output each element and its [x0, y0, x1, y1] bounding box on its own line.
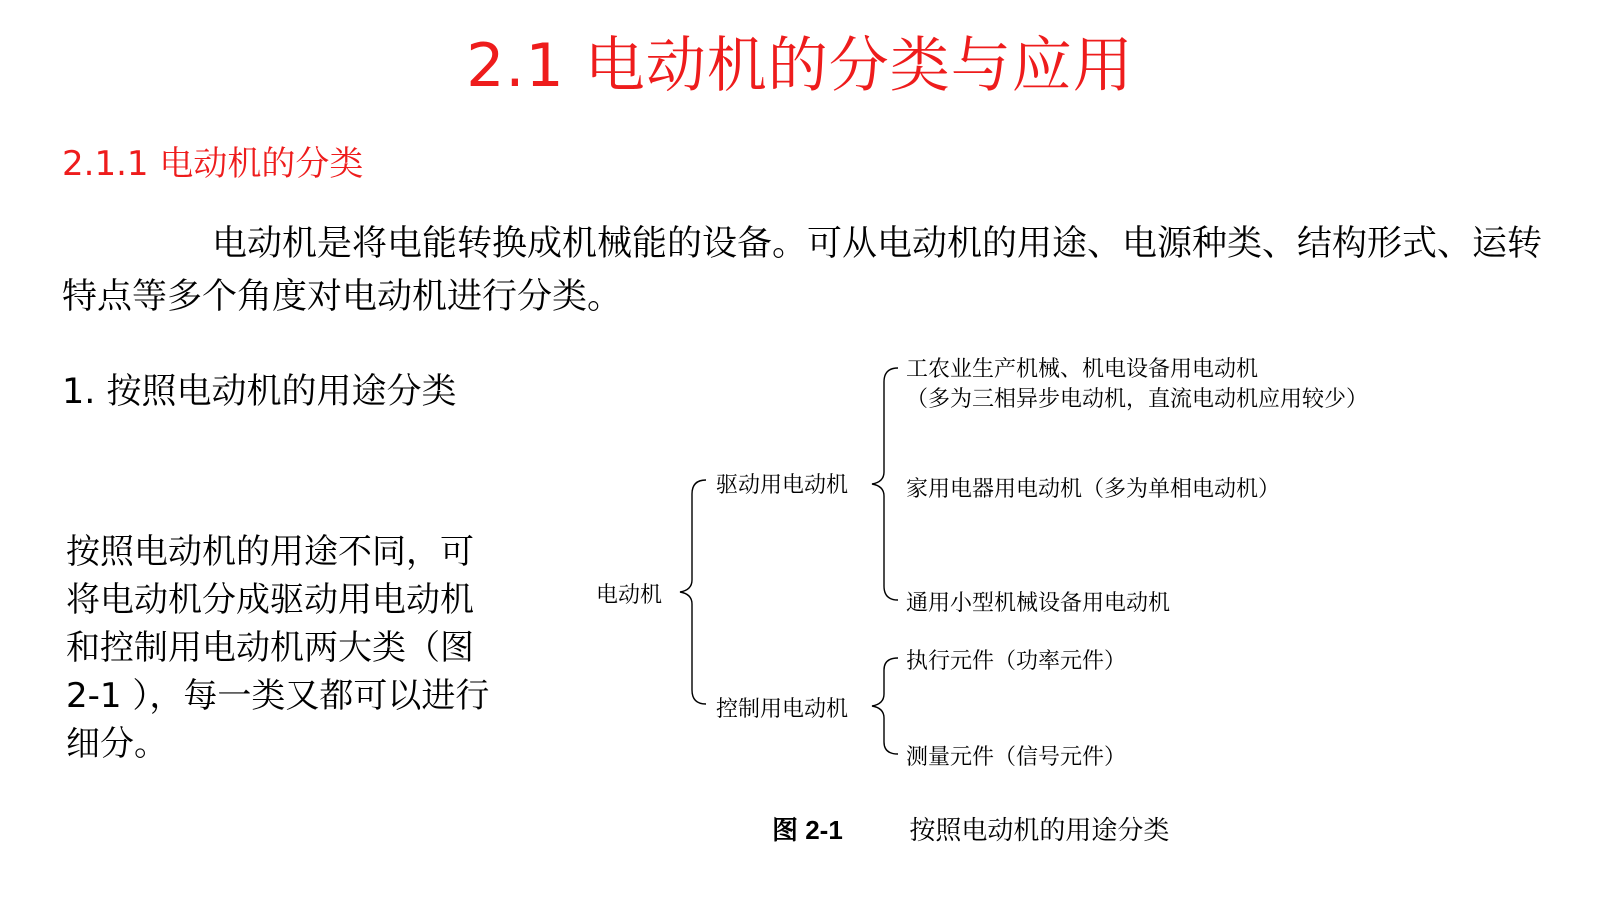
- root-brace: [680, 480, 706, 704]
- diagram-root-label: 电动机: [596, 583, 663, 608]
- section-subtitle: 2.1.1 电动机的分类: [62, 144, 364, 184]
- drive-item-general: 通用小型机械设备用电动机: [906, 591, 1171, 616]
- figure-caption: [772, 810, 1169, 847]
- figure-number: 图 2-1: [772, 815, 843, 845]
- intro-paragraph: 电动机是将电能转换成机械能的设备。可从电动机的用途、电源种类、结构形式、运转特点等多个角度对电动机进行分类。: [62, 224, 1543, 317]
- drive-item-industrial-note: （多为三相异步电动机，直流电动机应用较少）: [906, 387, 1369, 412]
- drive-brace: [872, 368, 898, 600]
- drive-item-industrial: 工农业生产机械、机电设备用电动机: [906, 357, 1259, 382]
- diagram-control-label: 控制用电动机: [716, 697, 849, 722]
- section-heading-usage: 1. 按照电动机的用途分类: [62, 372, 457, 412]
- control-item-actuator: 执行元件（功率元件）: [906, 649, 1127, 674]
- figure-caption-text: 按照电动机的用途分类: [909, 816, 1170, 846]
- control-brace: [872, 658, 898, 754]
- page-title: 2.1 电动机的分类与应用: [466, 31, 1134, 101]
- diagram-drive-label: 驱动用电动机: [716, 473, 849, 498]
- usage-description: 按照电动机的用途不同，可将电动机分成驱动用电动机和控制用电动机两大类（图 2-1 ），每一类又都可以进行细分。: [66, 532, 490, 764]
- drive-item-household: 家用电器用电动机（多为单相电动机）: [906, 477, 1281, 502]
- control-item-measurement: 测量元件（信号元件）: [906, 745, 1127, 770]
